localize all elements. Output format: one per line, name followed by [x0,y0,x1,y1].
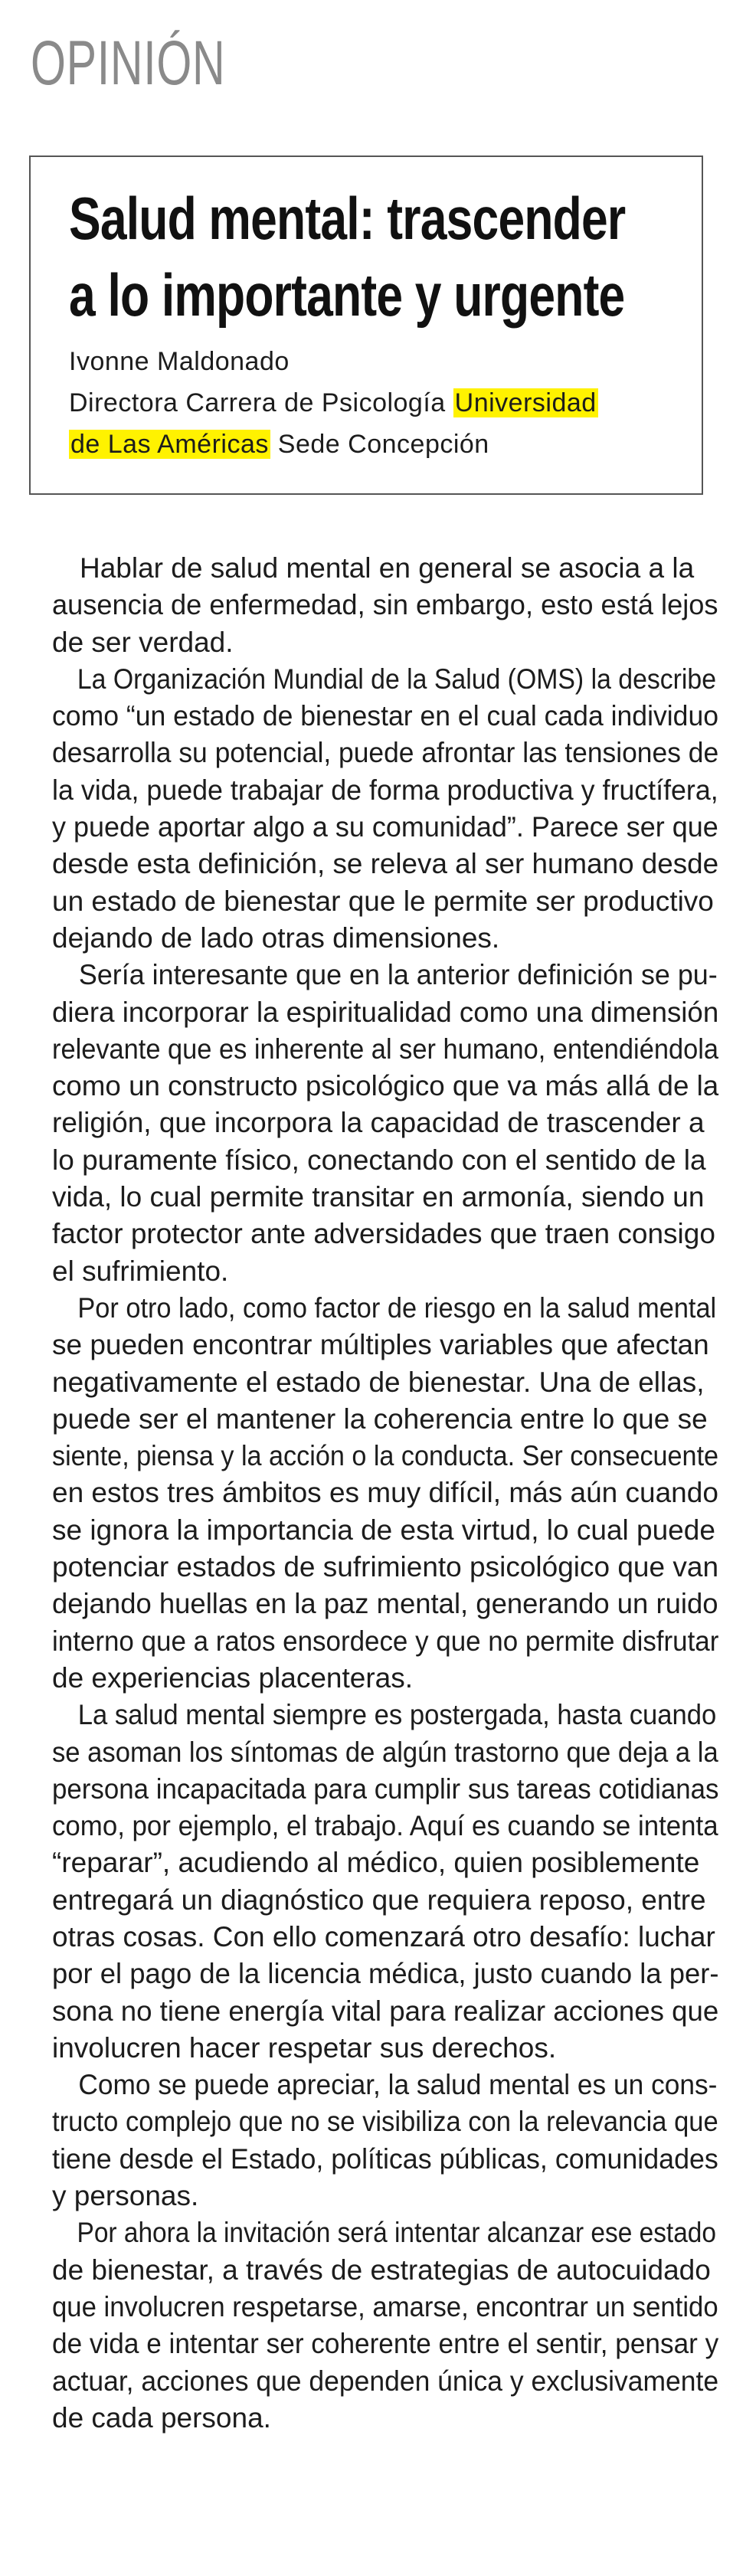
body-line: dejando huellas en la paz mental, generando un ruido [52,1588,718,1620]
body-line: como un constructo psicológico que va más allá de la [52,1070,719,1102]
body-line: dejando de lado otras dimensiones. [52,921,500,954]
headline-line-2: a lo importante y urgente [69,261,625,329]
body-line: como “un estado de bienestar en el cual cada individuo [52,700,719,732]
body-line: negativamente el estado de bienestar. Una de ellas, [52,1366,705,1398]
body-line: Como se puede apreciar, la salud mental es un cons- [78,2069,718,2101]
institution-highlight-1: Universidad [454,388,597,417]
author-role-line-2 [69,424,697,465]
body-line: la vida, puede trabajar de forma productiva y fructífera, [52,774,718,806]
author-name: Ivonne Maldonado [69,347,290,376]
body-line: tiene desde el Estado, políticas públicas, comunidades [52,2142,718,2175]
body-line: el sufrimiento. [52,1255,229,1287]
body-line: tructo complejo que no se visibiliza con la relevancia que [52,2106,718,2138]
body-line: desarrolla su potencial, puede afrontar las tensiones de [52,737,719,769]
body-line: se asoman los síntomas de algún trastorno que deja a la [52,1736,718,1768]
author-role-prefix: Directora Carrera de Psicología [69,388,453,417]
body-line: sona no tiene energía vital para realizar acciones que [52,1995,719,2027]
body-line: Hablar de salud mental en general se asocia a la [80,552,695,584]
body-line: ausencia de enfermedad, sin embargo, esto está lejos [52,589,718,621]
body-line: que involucren respetarse, amarse, encontrar un sentido [52,2290,718,2322]
body-line: como, por ejemplo, el trabajo. Aquí es cuando se intenta [52,1810,718,1842]
body-line: Sería interesante que en la anterior definición se pu- [78,959,718,991]
body-line: se pueden encontrar múltiples variables que afectan [52,1329,709,1361]
section-label: OPINIÓN [31,28,226,98]
body-line: lo puramente físico, conectando con el sentido de la [52,1144,706,1176]
body-line: vida, lo cual permite transitar en armonía, siendo un [52,1181,705,1213]
article-header-box [29,155,703,495]
body-line: Por ahora la invitación será intentar alcanzar ese estado [77,2217,716,2249]
body-line: y puede aportar algo a su comunidad”. Parece ser que [52,811,718,843]
body-line: interno que a ratos ensordece y que no permite disfrutar [52,1625,719,1657]
body-line: otras cosas. Con ello comenzará otro desafío: luchar [52,1920,715,1952]
author-role-line-1 [69,382,697,424]
body-line: La salud mental siempre es postergada, hasta cuando [77,1699,717,1731]
body-line: entregará un diagnóstico que requiera reposo, entre [52,1884,706,1916]
body-line: actuar, acciones que dependen única y exclusivamente [52,2365,719,2397]
headline [69,180,682,333]
body-line: siente, piensa y la acción o la conducta. Ser consecuente [52,1440,719,1472]
institution-highlight-2: de Las Américas [70,430,269,459]
body-line: de vida e intentar ser coherente entre el sentir, pensar y [52,2328,719,2360]
body-line: “reparar”, acudiendo al médico, quien posiblemente [52,1847,700,1879]
body-line: puede ser el mantener la coherencia entre lo que se [52,1403,708,1435]
body-line: por el pago de la licencia médica, justo cuando la per- [52,1958,719,1990]
body-line: de cada persona. [52,2401,271,2434]
body-line: relevante que es inherente al ser humano, entendiéndola [52,1033,718,1065]
body-line: factor protector ante adversidades que traen consigo [52,1218,715,1250]
body-line: persona incapacitada para cumplir sus tareas cotidianas [52,1772,719,1805]
byline [69,341,697,465]
body-line: de experiencias placenteras. [52,1661,414,1694]
body-line: y personas. [52,2180,199,2212]
body-line: desde esta definición, se releva al ser humano desde [52,848,719,880]
body-line: un estado de bienestar que le permite ser productivo [52,885,714,917]
author-role-suffix: Sede Concepción [270,430,489,459]
headline-line-1: Salud mental: trascender [69,185,626,252]
body-line: diera incorporar la espiritualidad como una dimensión [52,996,719,1028]
body-line: La Organización Mundial de la Salud (OMS) la describe [77,663,717,695]
article-body [52,550,718,2437]
body-line: religión, que incorpora la capacidad de trascender a [52,1107,705,1139]
body-line: Por otro lado, como factor de riesgo en la salud mental [77,1291,717,1324]
body-line: potenciar estados de sufrimiento psicológico que van [52,1551,719,1583]
body-line: de ser verdad. [52,626,234,658]
body-line: involucren hacer respetar sus derechos. [52,2031,557,2064]
body-line: en estos tres ámbitos es muy difícil, más aún cuando [52,1477,718,1509]
body-line: de bienestar, a través de estrategias de autocuidado [52,2254,711,2286]
body-line: se ignora la importancia de esta virtud, lo cual puede [52,1514,715,1546]
